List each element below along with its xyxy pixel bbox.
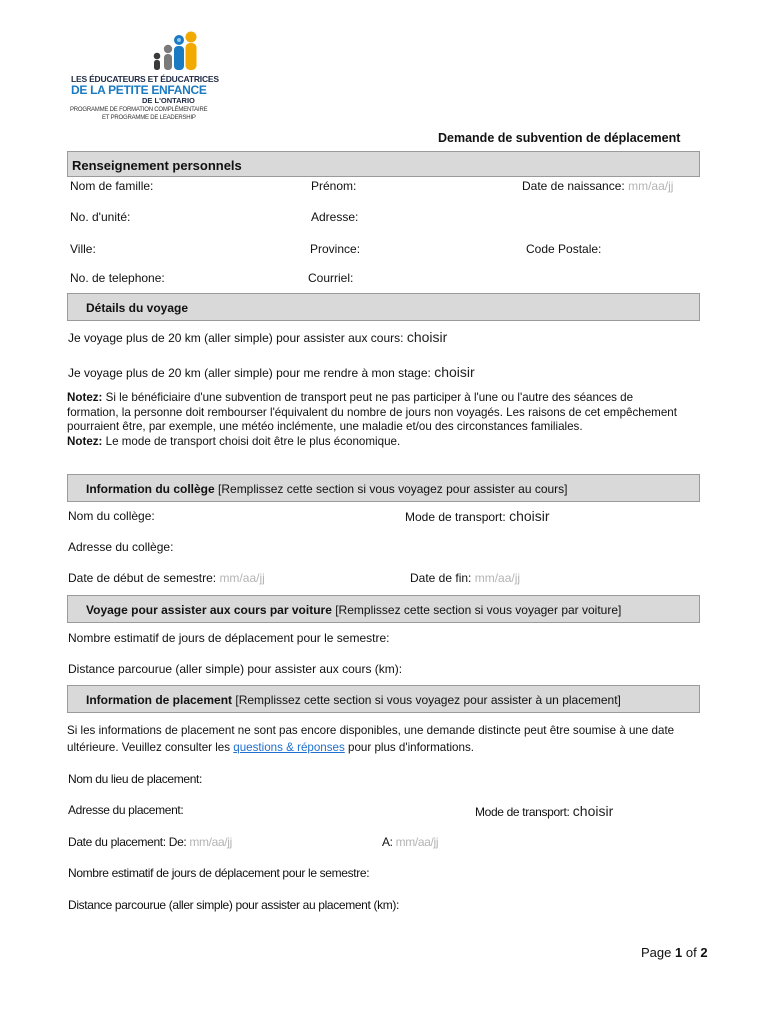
- label-date-debut: Date de début de semestre:: [68, 571, 217, 585]
- label-adresse: Adresse:: [311, 210, 359, 224]
- label-prenom: Prénom:: [311, 179, 357, 193]
- page-current: 1: [675, 945, 683, 960]
- placement-info: [67, 722, 687, 756]
- label-mode-transport: Mode de transport:: [405, 510, 506, 524]
- logo: [68, 30, 219, 125]
- note-text: Le mode de transport choisi doit être le plus économique.: [105, 435, 401, 449]
- mode-transport-dropdown[interactable]: choisir: [509, 508, 550, 524]
- label-nom-lieu-placement: Nom du lieu de placement:: [68, 772, 202, 786]
- page-total: 2: [700, 945, 708, 960]
- field-date-placement-de: [68, 835, 232, 849]
- field-date-naissance[interactable]: [522, 179, 673, 193]
- question-stage-label: Je voyage plus de 20 km (aller simple) pour me rendre à mon stage:: [68, 366, 431, 380]
- label-province: Province:: [310, 242, 361, 256]
- logo-line-3: DE L'ONTARIO: [142, 96, 195, 105]
- page-of: of: [685, 945, 697, 960]
- form-title: Demande de subvention de déplacement: [438, 131, 681, 145]
- label-ville: Ville:: [70, 242, 96, 256]
- question-cours-label: Je voyage plus de 20 km (aller simple) pour assister aux cours:: [68, 331, 404, 345]
- date-debut-placeholder[interactable]: mm/aa/jj: [219, 571, 265, 585]
- section-title: Détails du voyage: [86, 301, 189, 315]
- label-date-fin: Date de fin:: [410, 571, 472, 585]
- logo-line-4: PROGRAMME DE FORMATION COMPLÉMENTAIRE: [70, 107, 208, 113]
- section-title: [86, 693, 621, 707]
- section-title-bold: Information du collège: [86, 482, 215, 496]
- date-naissance-placeholder[interactable]: mm/aa/jj: [628, 179, 674, 193]
- section-header-personal: [67, 151, 700, 177]
- section-header-voyage: [67, 293, 700, 321]
- section-title: [86, 603, 621, 617]
- field-date-debut: [68, 571, 265, 585]
- label-distance-cours: Distance parcourue (aller simple) pour assister aux cours (km):: [68, 662, 403, 676]
- label-telephone: No. de telephone:: [70, 271, 165, 285]
- section-header-college: [67, 474, 700, 502]
- logo-line-1: LES ÉDUCATEURS ET ÉDUCATRICES: [71, 74, 219, 84]
- label-date-naissance: Date de naissance:: [522, 179, 625, 193]
- notes-block: [67, 391, 677, 450]
- section-title: Renseignement personnels: [72, 158, 242, 173]
- question-cours-dropdown[interactable]: choisir: [406, 329, 448, 345]
- label-adresse-college: Adresse du collège:: [68, 540, 174, 554]
- section-title: [86, 482, 568, 496]
- mode-transport-placement-dropdown[interactable]: choisir: [572, 803, 614, 819]
- label-nom-college: Nom du collège:: [68, 509, 155, 523]
- note-label: Notez:: [67, 391, 103, 404]
- question-cours: [68, 329, 447, 345]
- note-text: Si le bénéficiaire d'une subvention de transport peut ne pas participer à l'une ou l'autre des séances de formation, la personne doit rembourser l'équivalent du nombre de jours non voyagés. Les raisons de cet empêchement pourraient être, par exemple, une météo inclémente, une maladie et/ou des circonstances familiales.: [67, 391, 677, 434]
- placement-info-text-end: pour plus d'informations.: [348, 741, 474, 754]
- section-title-instruction: [Remplissez cette section si vous voyagez pour assister à un placement]: [235, 693, 621, 707]
- label-unite: No. d'unité:: [70, 210, 131, 224]
- field-mode-transport-placement: [475, 803, 613, 819]
- field-mode-transport-college: [405, 508, 550, 524]
- label-nom-famille: Nom de famille:: [70, 179, 154, 193]
- field-date-placement-a: [382, 835, 438, 849]
- section-title-bold: Voyage pour assister aux cours par voiture: [86, 603, 332, 617]
- placement-info-text: Si les informations de placement ne sont pas encore disponibles, une demande distincte peut être soumise à une date ultérieure. Veuillez consulter les: [67, 724, 675, 754]
- question-stage-dropdown[interactable]: choisir: [434, 364, 475, 380]
- label-date-placement: Date du placement: De:: [68, 835, 187, 849]
- date-placement-a-placeholder[interactable]: mm/aa/jj: [395, 835, 439, 849]
- section-title-instruction: [Remplissez cette section si vous voyager par voiture]: [335, 603, 622, 617]
- section-header-voiture: [67, 595, 700, 623]
- field-date-fin: [410, 571, 520, 585]
- label-code-postal: Code Postale:: [526, 242, 602, 256]
- logo-line-2: DE LA PETITE ENFANCE: [71, 83, 207, 97]
- date-fin-placeholder[interactable]: mm/aa/jj: [474, 571, 521, 585]
- label-jours-voiture: Nombre estimatif de jours de déplacement pour le semestre:: [68, 631, 390, 645]
- section-title-instruction: [Remplissez cette section si vous voyagez pour assister au cours]: [218, 482, 568, 496]
- page-word: Page: [641, 945, 672, 960]
- label-distance-placement: Distance parcourue (aller simple) pour assister au placement (km):: [68, 898, 400, 912]
- label-courriel: Courriel:: [308, 271, 354, 285]
- section-header-placement: [67, 685, 700, 713]
- label-adresse-placement: Adresse du placement:: [68, 803, 184, 817]
- label-mode-transport: Mode de transport:: [475, 805, 570, 819]
- logo-figures-icon: [68, 30, 208, 72]
- date-placement-de-placeholder[interactable]: mm/aa/jj: [189, 835, 232, 849]
- section-title-bold: Information de placement: [86, 693, 233, 707]
- label-date-placement-a: A:: [382, 835, 393, 849]
- note-label: Notez:: [67, 435, 103, 449]
- question-stage: [68, 364, 475, 380]
- logo-line-5: ET PROGRAMME DE LEADERSHIP: [102, 115, 196, 121]
- questions-reponses-link[interactable]: questions & réponses: [233, 741, 345, 754]
- page-counter: [641, 945, 708, 960]
- label-jours-placement: Nombre estimatif de jours de déplacement pour le semestre:: [68, 866, 370, 880]
